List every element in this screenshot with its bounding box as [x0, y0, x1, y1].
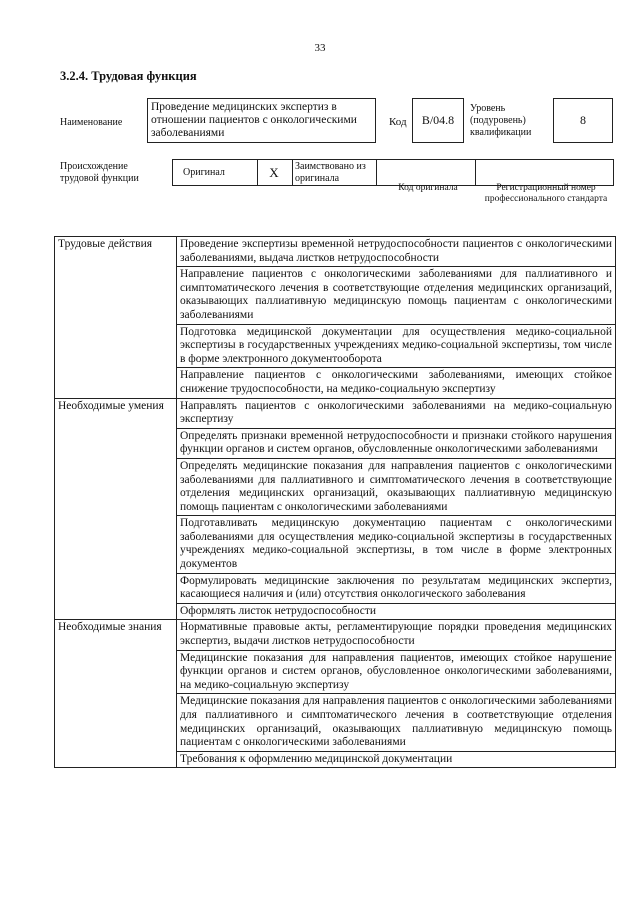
level-value: 8	[553, 98, 613, 143]
name-value: Проведение медицинских экспертиз в отношении пациентов с онкологическими заболеваниями	[147, 98, 376, 143]
category-actions: Трудовые действия	[55, 237, 177, 399]
table-row	[55, 237, 616, 267]
level-label: Уровень (подуровень) квалификации	[470, 103, 532, 138]
code-value: B/04.8	[412, 98, 464, 143]
section-title: 3.2.4. Трудовая функция	[60, 69, 197, 83]
category-knowledge: Необходимые знания	[55, 620, 177, 768]
code-original-caption: Код оригинала	[398, 183, 458, 193]
list-item: Подготовка медицинской документации для осуществления медико-социальной экспертизы в государственных учреждениях медико-социальной экспертизы, том числе в форме электронного документооборота	[177, 324, 616, 368]
origin-label: Происхождение трудовой функции	[60, 161, 139, 184]
original-label: Оригинал	[183, 167, 225, 178]
table-row	[55, 620, 616, 650]
competency-table	[54, 236, 616, 768]
list-item: Направление пациентов с онкологическими заболеваниями для паллиативного и симптоматического лечения в соответствующие отделения медицинских организаций, оказывающих паллиативную медицинскую помощь пациентам с онкологическими заболеваниями	[177, 267, 616, 324]
table-row	[55, 398, 616, 428]
list-item: Медицинские показания для направления пациентов, имеющих стойкое нарушение функции органов и систем органов, обусловленное онкологическими заболеваниями, на медико-социальную экспертизу	[177, 650, 616, 694]
list-item: Направление пациентов с онкологическими заболеваниями, имеющих стойкое снижение трудоспособности, на медико-социальную экспертизу	[177, 368, 616, 398]
list-item: Требования к оформлению медицинской документации	[177, 751, 616, 768]
list-item: Определять признаки временной нетрудоспособности и признаки стойкого нарушения функции органов и систем органов, обусловленные онкологическими заболеваниями	[177, 428, 616, 458]
list-item: Медицинские показания для направления пациентов с онкологическими заболеваниями для паллиативного и симптоматического лечения в соответствующие отделения медицинских организаций, оказывающих паллиативную медицинскую помощь пациентам с онкологическими заболеваниями	[177, 694, 616, 751]
borrowed-label: Заимствовано из оригинала	[295, 161, 366, 184]
name-label: Наименование	[60, 117, 123, 128]
original-mark: X	[269, 164, 279, 180]
list-item: Подготавливать медицинскую документацию пациентам с онкологическими заболеваниями для осуществления медико-социальной экспертизы в государственных учреждениях медико-социальной экспертизы, в том числе в форме электронных документов	[177, 516, 616, 573]
page-number: 33	[314, 42, 326, 54]
origin-box	[172, 159, 614, 186]
list-item: Формулировать медицинские заключения по результатам медицинских экспертиз, касающиеся наличия и (или) отсутствия онкологического заболевания	[177, 573, 616, 603]
reg-number-caption: Регистрационный номер профессионального стандарта	[484, 183, 608, 204]
list-item: Нормативные правовые акты, регламентирующие порядки проведения медицинских экспертиз, выдачи листков нетрудоспособности	[177, 620, 616, 650]
code-label: Код	[389, 116, 407, 128]
category-skills: Необходимые умения	[55, 398, 177, 620]
list-item: Проведение экспертизы временной нетрудоспособности пациентов с онкологическими заболеваниями, выдача листков нетрудоспособности	[177, 237, 616, 267]
list-item: Направлять пациентов с онкологическими заболеваниями на медико-социальную экспертизу	[177, 398, 616, 428]
list-item: Оформлять листок нетрудоспособности	[177, 603, 616, 620]
list-item: Определять медицинские показания для направления пациентов с онкологическими заболеваниями для паллиативного и симптоматического лечения в соответствующие отделения медицинских организаций, оказывающих паллиативную медицинскую помощь пациентам с онкологическими заболеваниями	[177, 458, 616, 515]
